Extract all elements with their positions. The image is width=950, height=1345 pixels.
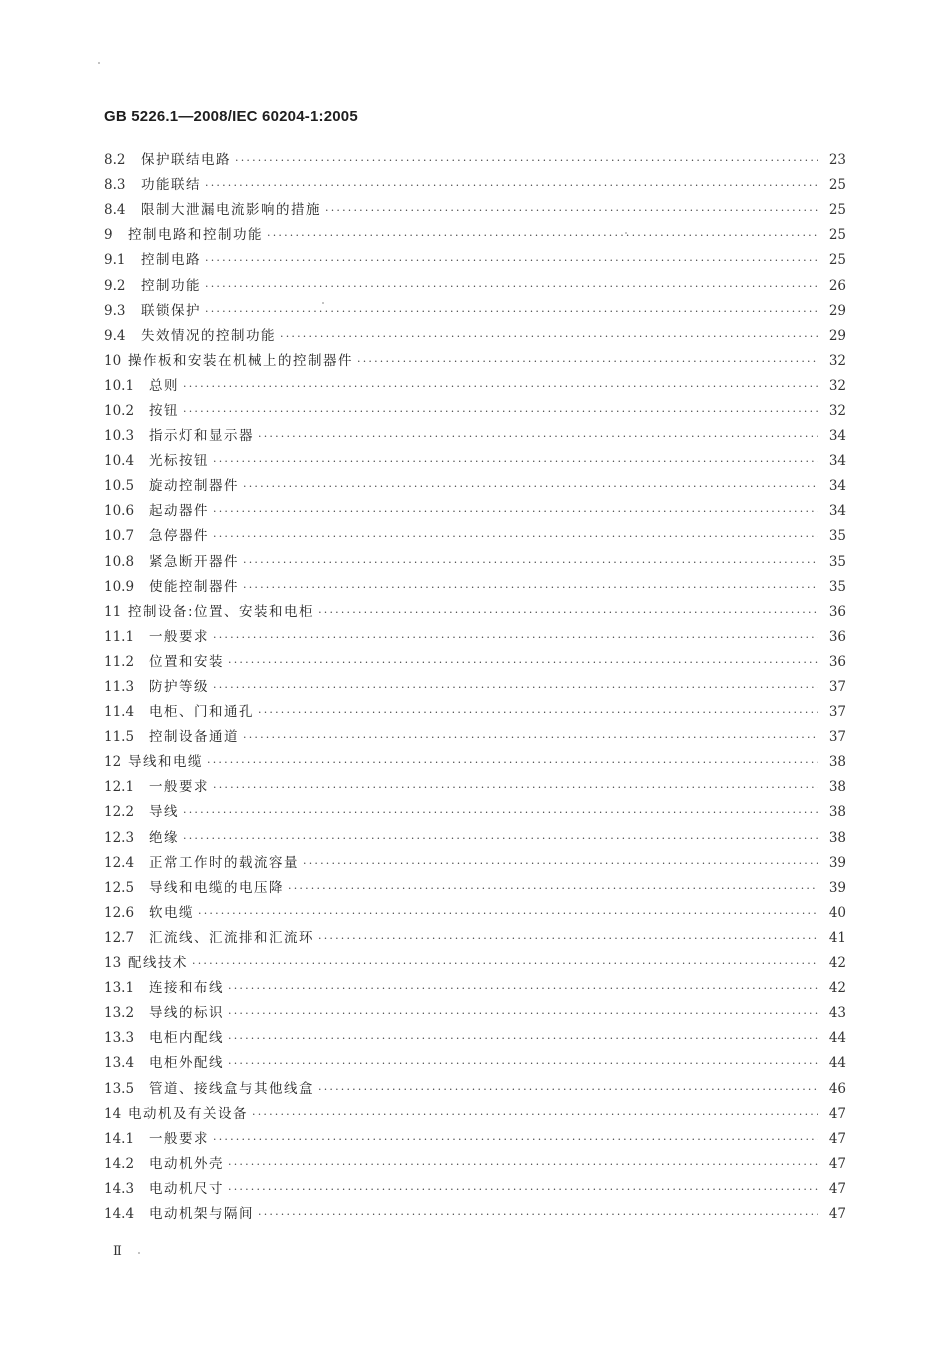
toc-entry-number: 10.9 bbox=[104, 578, 135, 595]
toc-entry-number: 10 bbox=[104, 352, 122, 369]
toc-entry[interactable] bbox=[104, 575, 846, 600]
toc-entry-title: 电柜、门和通孔 bbox=[149, 704, 254, 721]
toc-entry[interactable] bbox=[104, 851, 846, 876]
toc-entry[interactable] bbox=[104, 299, 846, 324]
toc-entry-number: 10.7 bbox=[104, 528, 135, 545]
toc-dot-leader bbox=[235, 148, 818, 173]
toc-entry-title: 软电缆 bbox=[149, 904, 194, 921]
toc-dot-leader bbox=[280, 324, 818, 349]
toc-entry-title: 控制电路 bbox=[141, 252, 201, 269]
toc-dot-leader bbox=[183, 800, 818, 825]
toc-entry-number: 9.1 bbox=[104, 252, 126, 269]
toc-entry-page: 32 bbox=[828, 377, 846, 394]
toc-dot-leader bbox=[228, 1026, 818, 1051]
toc-entry-page: 38 bbox=[828, 804, 846, 821]
toc-entry-page: 32 bbox=[828, 352, 846, 369]
toc-entry[interactable] bbox=[104, 926, 846, 951]
toc-entry[interactable] bbox=[104, 1026, 846, 1051]
page-header-standard: GB 5226.1—2008/IEC 60204-1:2005 bbox=[104, 108, 358, 125]
toc-entry[interactable] bbox=[104, 324, 846, 349]
toc-entry-title: 绝缘 bbox=[149, 829, 179, 846]
scan-speck bbox=[98, 62, 100, 64]
toc-entry[interactable] bbox=[104, 775, 846, 800]
toc-entry-number: 14.3 bbox=[104, 1180, 135, 1197]
toc-entry-number: 12.1 bbox=[104, 779, 135, 796]
toc-entry-number: 14.2 bbox=[104, 1155, 135, 1172]
toc-entry-title: 控制设备:位置、安装和电柜 bbox=[128, 603, 315, 620]
toc-entry-page: 40 bbox=[828, 904, 846, 921]
toc-dot-leader bbox=[318, 926, 818, 951]
toc-entry-title: 电动机架与隔间 bbox=[149, 1205, 254, 1222]
toc-entry[interactable] bbox=[104, 826, 846, 851]
toc-dot-leader bbox=[192, 951, 818, 976]
toc-entry-page: 46 bbox=[828, 1080, 846, 1097]
toc-entry-title: 使能控制器件 bbox=[149, 578, 239, 595]
toc-entry-number: 13.4 bbox=[104, 1055, 135, 1072]
toc-entry-title: 电动机及有关设备 bbox=[128, 1105, 248, 1122]
toc-dot-leader bbox=[213, 1127, 818, 1152]
toc-entry[interactable] bbox=[104, 600, 846, 625]
toc-dot-leader bbox=[243, 474, 818, 499]
toc-entry-title: 指示灯和显示器 bbox=[149, 428, 254, 445]
toc-entry-number: 12.3 bbox=[104, 829, 135, 846]
toc-entry-title: 操作板和安装在机械上的控制器件 bbox=[128, 352, 353, 369]
toc-entry-title: 电动机外壳 bbox=[149, 1155, 224, 1172]
toc-entry-title: 失效情况的控制功能 bbox=[141, 327, 276, 344]
toc-entry-number: 11 bbox=[104, 603, 122, 620]
toc-entry[interactable] bbox=[104, 901, 846, 926]
toc-dot-leader bbox=[213, 675, 818, 700]
toc-entry[interactable] bbox=[104, 725, 846, 750]
toc-entry-number: 10.5 bbox=[104, 478, 135, 495]
scan-speck bbox=[138, 1252, 140, 1254]
toc-entry-number: 11.5 bbox=[104, 729, 135, 746]
toc-dot-leader bbox=[205, 274, 818, 299]
toc-entry-page: 29 bbox=[828, 302, 846, 319]
toc-entry-page: 38 bbox=[828, 754, 846, 771]
toc-entry-page: 47 bbox=[828, 1155, 846, 1172]
toc-entry-number: 8.2 bbox=[104, 152, 126, 169]
toc-entry-title: 总则 bbox=[149, 377, 179, 394]
toc-entry-title: 配线技术 bbox=[128, 955, 188, 972]
toc-entry-page: 25 bbox=[828, 202, 846, 219]
toc-entry-title: 一般要求 bbox=[149, 1130, 209, 1147]
toc-entry[interactable] bbox=[104, 374, 846, 399]
toc-entry[interactable] bbox=[104, 951, 846, 976]
toc-entry[interactable] bbox=[104, 700, 846, 725]
toc-dot-leader bbox=[228, 650, 818, 675]
toc-entry[interactable] bbox=[104, 650, 846, 675]
toc-entry-title: 电动机尺寸 bbox=[149, 1180, 224, 1197]
toc-entry-title: 导线和电缆的电压降 bbox=[149, 879, 284, 896]
toc-dot-leader bbox=[288, 876, 818, 901]
toc-entry-title: 电柜内配线 bbox=[149, 1030, 224, 1047]
toc-entry-page: 42 bbox=[828, 980, 846, 997]
toc-entry-page: 38 bbox=[828, 829, 846, 846]
toc-entry-number: 10.3 bbox=[104, 428, 135, 445]
toc-entry-title: 按钮 bbox=[149, 402, 179, 419]
toc-entry-number: 10.1 bbox=[104, 377, 135, 394]
toc-entry-number: 8.3 bbox=[104, 177, 126, 194]
toc-entry-number: 12.4 bbox=[104, 854, 135, 871]
toc-entry-number: 11.3 bbox=[104, 679, 135, 696]
toc-entry-title: 控制设备通道 bbox=[149, 729, 239, 746]
toc-dot-leader bbox=[325, 198, 818, 223]
toc-entry-page: 23 bbox=[828, 152, 846, 169]
toc-entry[interactable] bbox=[104, 173, 846, 198]
toc-entry-page: 29 bbox=[828, 327, 846, 344]
toc-entry-title: 正常工作时的载流容量 bbox=[149, 854, 299, 871]
toc-entry-number: 8.4 bbox=[104, 202, 126, 219]
toc-entry-page: 25 bbox=[828, 177, 846, 194]
toc-entry[interactable] bbox=[104, 1177, 846, 1202]
toc-dot-leader bbox=[207, 750, 818, 775]
toc-entry-number: 14.1 bbox=[104, 1130, 135, 1147]
toc-entry-number: 11.1 bbox=[104, 628, 135, 645]
toc-entry-page: 47 bbox=[828, 1180, 846, 1197]
toc-entry-number: 12.2 bbox=[104, 804, 135, 821]
toc-dot-leader bbox=[258, 424, 818, 449]
toc-dot-leader bbox=[213, 625, 818, 650]
toc-entry-title: 紧急断开器件 bbox=[149, 553, 239, 570]
toc-entry[interactable] bbox=[104, 550, 846, 575]
toc-entry[interactable] bbox=[104, 1152, 846, 1177]
toc-entry-title: 汇流线、汇流排和汇流环 bbox=[149, 929, 314, 946]
scan-speck bbox=[625, 232, 627, 234]
toc-dot-leader bbox=[303, 851, 818, 876]
scan-speck bbox=[322, 302, 324, 304]
toc-entry-page: 34 bbox=[828, 478, 846, 495]
toc-dot-leader bbox=[243, 575, 818, 600]
toc-entry-page: 35 bbox=[828, 553, 846, 570]
toc-entry[interactable] bbox=[104, 1001, 846, 1026]
toc-entry-title: 限制大泄漏电流影响的措施 bbox=[141, 202, 321, 219]
toc-entry-number: 13.5 bbox=[104, 1080, 135, 1097]
toc-dot-leader bbox=[205, 248, 818, 273]
toc-entry[interactable] bbox=[104, 474, 846, 499]
toc-entry[interactable] bbox=[104, 449, 846, 474]
toc-entry-page: 25 bbox=[828, 252, 846, 269]
toc-entry-page: 41 bbox=[828, 929, 846, 946]
toc-entry-page: 39 bbox=[828, 854, 846, 871]
toc-dot-leader bbox=[205, 299, 818, 324]
toc-dot-leader bbox=[318, 1077, 818, 1102]
toc-dot-leader bbox=[183, 374, 818, 399]
toc-entry-title: 急停器件 bbox=[149, 528, 209, 545]
toc-entry[interactable] bbox=[104, 524, 846, 549]
toc-entry-title: 旋动控制器件 bbox=[149, 478, 239, 495]
toc-entry-page: 47 bbox=[828, 1130, 846, 1147]
page-number: Ⅱ bbox=[113, 1244, 122, 1259]
toc-dot-leader bbox=[183, 826, 818, 851]
toc-dot-leader bbox=[213, 775, 818, 800]
toc-dot-leader bbox=[243, 725, 818, 750]
toc-entry-number: 11.4 bbox=[104, 704, 135, 721]
toc-entry[interactable] bbox=[104, 800, 846, 825]
toc-entry-title: 导线 bbox=[149, 804, 179, 821]
toc-entry-number: 10.2 bbox=[104, 402, 135, 419]
toc-entry-page: 34 bbox=[828, 453, 846, 470]
toc-entry[interactable] bbox=[104, 625, 846, 650]
toc-entry-title: 控制功能 bbox=[141, 277, 201, 294]
toc-entry-page: 36 bbox=[828, 628, 846, 645]
toc-entry-number: 13.2 bbox=[104, 1005, 135, 1022]
toc-entry-page: 34 bbox=[828, 503, 846, 520]
toc-dot-leader bbox=[357, 349, 818, 374]
toc-entry-title: 导线的标识 bbox=[149, 1005, 224, 1022]
toc-entry-page: 42 bbox=[828, 955, 846, 972]
toc-entry-page: 44 bbox=[828, 1030, 846, 1047]
toc-entry-page: 37 bbox=[828, 729, 846, 746]
toc-entry-number: 13.3 bbox=[104, 1030, 135, 1047]
toc-entry-page: 38 bbox=[828, 779, 846, 796]
toc-dot-leader bbox=[228, 1051, 818, 1076]
toc-entry-title: 光标按钮 bbox=[149, 453, 209, 470]
toc-entry[interactable] bbox=[104, 1127, 846, 1152]
toc-entry-number: 12.6 bbox=[104, 904, 135, 921]
toc-entry-page: 35 bbox=[828, 528, 846, 545]
toc-entry-page: 47 bbox=[828, 1205, 846, 1222]
toc-entry[interactable] bbox=[104, 248, 846, 273]
toc-entry-title: 联锁保护 bbox=[141, 302, 201, 319]
toc-entry[interactable] bbox=[104, 349, 846, 374]
toc-entry-page: 25 bbox=[828, 227, 846, 244]
toc-entry-page: 35 bbox=[828, 578, 846, 595]
toc-entry-title: 位置和安装 bbox=[149, 653, 224, 670]
table-of-contents bbox=[104, 148, 846, 1227]
toc-dot-leader bbox=[183, 399, 818, 424]
toc-entry-title: 功能联结 bbox=[141, 177, 201, 194]
toc-entry[interactable] bbox=[104, 750, 846, 775]
toc-entry-page: 36 bbox=[828, 603, 846, 620]
toc-dot-leader bbox=[318, 600, 818, 625]
toc-dot-leader bbox=[267, 223, 818, 248]
toc-dot-leader bbox=[228, 1152, 818, 1177]
toc-entry-title: 电柜外配线 bbox=[149, 1055, 224, 1072]
toc-dot-leader bbox=[213, 499, 818, 524]
toc-entry[interactable] bbox=[104, 675, 846, 700]
toc-entry-page: 37 bbox=[828, 704, 846, 721]
toc-entry[interactable] bbox=[104, 399, 846, 424]
toc-entry-number: 13.1 bbox=[104, 980, 135, 997]
toc-entry-title: 保护联结电路 bbox=[141, 152, 231, 169]
toc-dot-leader bbox=[213, 449, 818, 474]
toc-entry-number: 14.4 bbox=[104, 1205, 135, 1222]
toc-entry-number: 12.7 bbox=[104, 929, 135, 946]
toc-entry-number: 10.8 bbox=[104, 553, 135, 570]
toc-entry-page: 32 bbox=[828, 402, 846, 419]
toc-entry-page: 34 bbox=[828, 428, 846, 445]
toc-entry-page: 37 bbox=[828, 679, 846, 696]
toc-dot-leader bbox=[205, 173, 818, 198]
toc-entry-title: 连接和布线 bbox=[149, 980, 224, 997]
toc-entry-title: 一般要求 bbox=[149, 628, 209, 645]
toc-dot-leader bbox=[213, 524, 818, 549]
toc-dot-leader bbox=[258, 1202, 818, 1227]
toc-entry[interactable] bbox=[104, 198, 846, 223]
toc-entry-number: 10.4 bbox=[104, 453, 135, 470]
toc-entry-number: 10.6 bbox=[104, 503, 135, 520]
toc-entry[interactable] bbox=[104, 148, 846, 173]
toc-dot-leader bbox=[228, 1001, 818, 1026]
toc-dot-leader bbox=[228, 976, 818, 1001]
toc-entry-number: 11.2 bbox=[104, 653, 135, 670]
toc-entry-title: 起动器件 bbox=[149, 503, 209, 520]
toc-entry[interactable] bbox=[104, 1076, 846, 1101]
toc-entry[interactable] bbox=[104, 1102, 846, 1127]
toc-entry-number: 9 bbox=[104, 227, 113, 244]
toc-entry-title: 防护等级 bbox=[149, 679, 209, 696]
toc-entry[interactable] bbox=[104, 499, 846, 524]
toc-entry[interactable] bbox=[104, 976, 846, 1001]
toc-entry-page: 26 bbox=[828, 277, 846, 294]
toc-entry[interactable] bbox=[104, 273, 846, 298]
toc-entry-number: 12.5 bbox=[104, 879, 135, 896]
toc-dot-leader bbox=[258, 700, 818, 725]
toc-entry-number: 13 bbox=[104, 955, 122, 972]
toc-entry-page: 36 bbox=[828, 653, 846, 670]
toc-entry-page: 39 bbox=[828, 879, 846, 896]
toc-entry-title: 管道、接线盒与其他线盒 bbox=[149, 1080, 314, 1097]
toc-entry-title: 一般要求 bbox=[149, 779, 209, 796]
toc-entry-number: 9.2 bbox=[104, 277, 126, 294]
toc-dot-leader bbox=[198, 901, 818, 926]
toc-entry[interactable] bbox=[104, 876, 846, 901]
toc-entry[interactable] bbox=[104, 223, 846, 248]
toc-entry-number: 9.4 bbox=[104, 327, 126, 344]
toc-entry-number: 14 bbox=[104, 1105, 122, 1122]
toc-entry-page: 43 bbox=[828, 1005, 846, 1022]
toc-entry-title: 控制电路和控制功能 bbox=[128, 227, 263, 244]
toc-dot-leader bbox=[228, 1177, 818, 1202]
toc-entry[interactable] bbox=[104, 424, 846, 449]
toc-entry[interactable] bbox=[104, 1202, 846, 1227]
toc-entry-page: 47 bbox=[828, 1105, 846, 1122]
toc-dot-leader bbox=[243, 550, 818, 575]
toc-entry-number: 12 bbox=[104, 754, 122, 771]
toc-entry-number: 9.3 bbox=[104, 302, 126, 319]
toc-dot-leader bbox=[252, 1102, 818, 1127]
toc-entry-title: 导线和电缆 bbox=[128, 754, 203, 771]
toc-entry[interactable] bbox=[104, 1051, 846, 1076]
toc-entry-page: 44 bbox=[828, 1055, 846, 1072]
